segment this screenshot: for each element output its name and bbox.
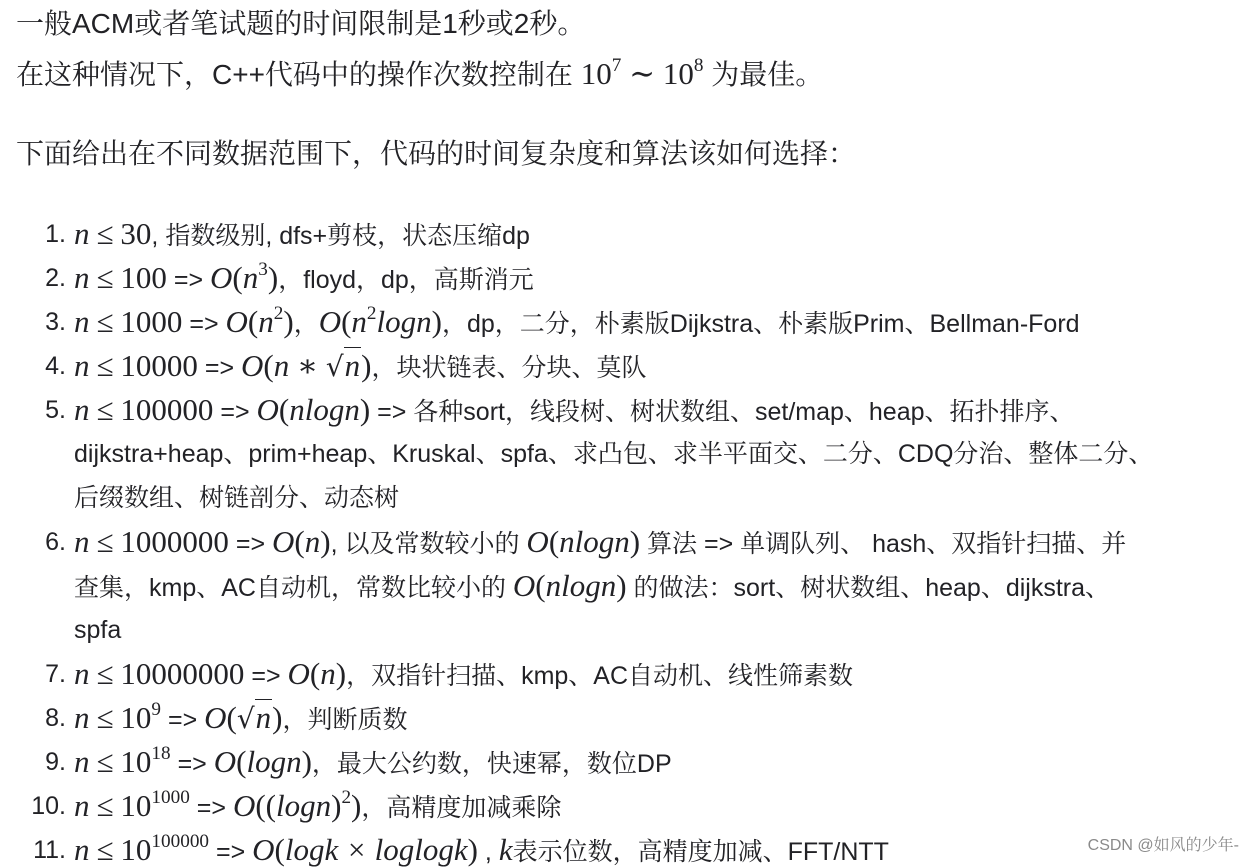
list-item-1: n ≤ 30, 指数级别, dfs+剪枝，状态压缩dp	[74, 216, 530, 251]
list-item-8: $n \le 10^9 => O(√n)$，判断质数	[74, 698, 408, 735]
list-item-number: 9.	[45, 748, 66, 776]
list-item-10: $n \le 10^{1000} => O((\log n)^2)$，高精度加减乘除	[74, 786, 562, 823]
list-item-5-cont-1: dijkstra+heap、prim+heap、Kruskal、spfa、求凸包、求半平面交、二分、CDQ分治、整体二分、	[74, 440, 1154, 468]
list-item-number: 1.	[45, 220, 66, 248]
intro-list-heading	[16, 136, 856, 172]
math-ten-pow-8: $10^8$	[662, 54, 704, 91]
list-item-number: 6.	[45, 528, 66, 556]
math-ten-pow-7: $10^7$	[580, 54, 622, 91]
intro-line-3: 下面给出在不同数据范围下，代码的时间复杂度和算法该如何选择：	[16, 138, 857, 169]
list-item-6-cont-1: 查集，kmp、AC自动机，常数比较小的 O(nlogn) 的做法：sort、树状数组、heap、dijkstra、	[74, 568, 1111, 603]
list-item-number: 4.	[45, 352, 66, 380]
list-item-3: $n \le 1000 => O(n^2)$，$O(n^2\log n)$，dp，二分，朴素版Dijkstra、朴素版Prim、Bellman-Ford	[74, 302, 1080, 339]
list-item-9: $n \le 10^{18} => O(\log n)$，最大公约数，快速幂，数位DP	[74, 742, 672, 779]
list-item-number: 2.	[45, 264, 66, 292]
list-item-number: 10.	[31, 792, 66, 820]
intro-line-2-text: 在这种情况下，C++代码中的操作次数控制在	[16, 59, 573, 90]
list-item-6-cont-2: spfa	[74, 616, 122, 644]
intro-time-limit	[16, 6, 585, 42]
intro-line-2-tail: 为最佳。	[711, 59, 824, 90]
list-item-2: $n \le 100 => O(n^3)$，floyd，dp，高斯消元	[74, 258, 534, 295]
intro-line-1: 一般ACM或者笔试题的时间限制是1秒或2秒。	[16, 8, 586, 39]
list-item-6: n ≤ 1000000 => O(n), 以及常数较小的 O(nlogn) 算法 => 单调队列、 hash、双指针扫描、并	[74, 524, 1127, 559]
list-item-7: n ≤ 10000000 => O(n)，双指针扫描、kmp、AC自动机、线性筛素数	[74, 656, 854, 691]
list-item-4: n ≤ 10000 => O(n ∗ √n)，块状链表、分块、莫队	[74, 348, 647, 383]
list-item-number: 3.	[45, 308, 66, 336]
list-item-number: 11.	[33, 836, 66, 864]
csdn-watermark: CSDN @如风的少年-	[1087, 837, 1239, 854]
list-item-5-cont-2: 后缀数组、树链剖分、动态树	[74, 484, 400, 512]
list-item-number: 8.	[45, 704, 66, 732]
math-tilde: ∼	[629, 56, 656, 91]
list-item-number: 5.	[45, 396, 66, 424]
list-item-11: $n \le 10^{100000} => O(\log k \times loglogk)$ , k表示位数，高精度加减、FFT/NTT	[74, 830, 889, 867]
list-item-number: 7.	[45, 660, 66, 688]
intro-operation-count	[16, 56, 823, 93]
list-item-5: n ≤ 100000 => O(nlogn) => 各种sort，线段树、树状数组、set/map、heap、拓扑排序、	[74, 392, 1075, 427]
